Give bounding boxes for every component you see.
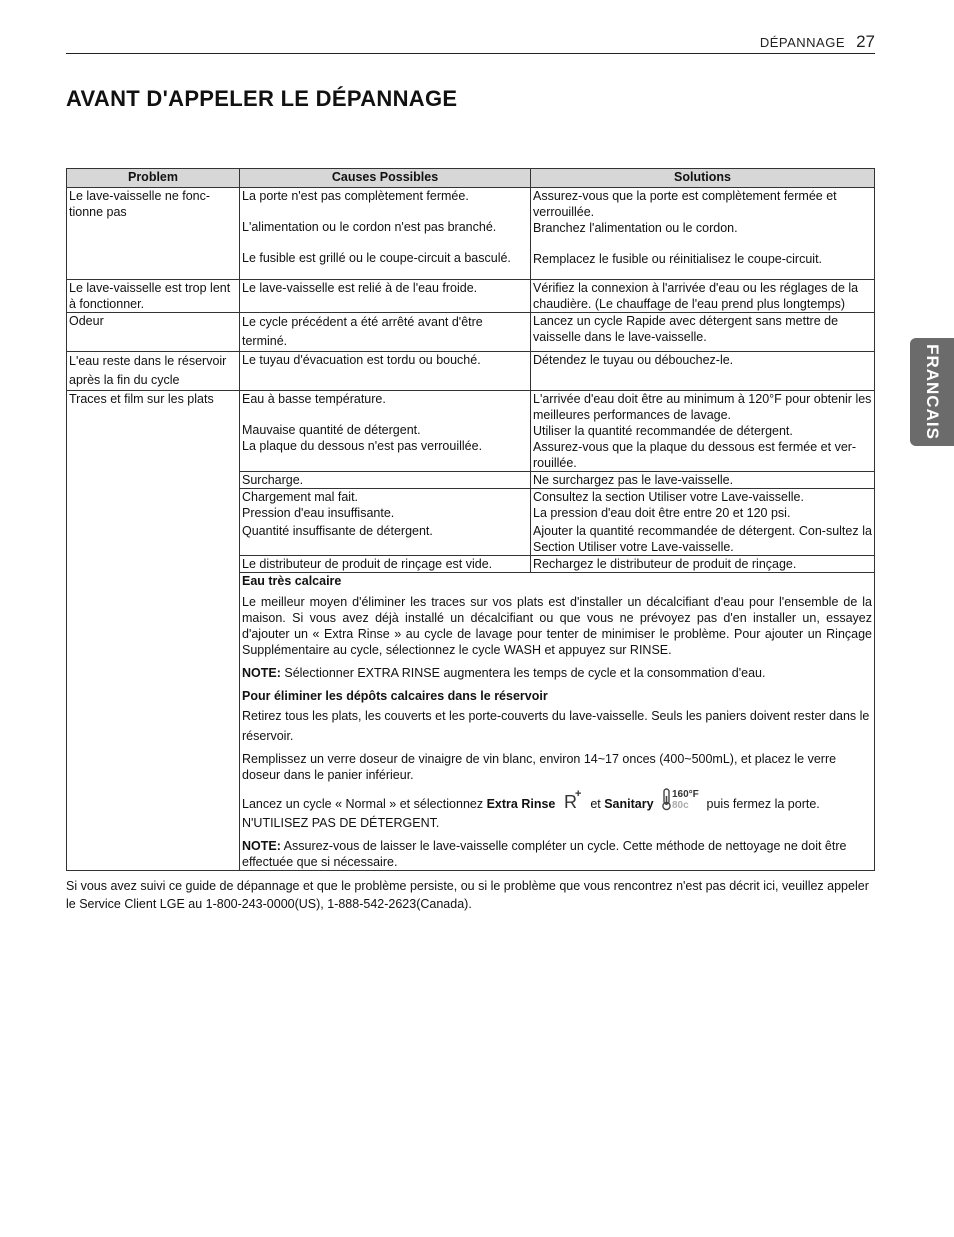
notes-paragraph: Remplissez un verre doseur de vinaigre de vin blanc, environ 14~17 onces (400~500mL), et placez le verre doseur dans le panier inférieur. bbox=[242, 752, 837, 782]
cause-text: Quantité insuffisante de détergent. bbox=[242, 524, 433, 538]
notes-paragraph: Retirez tous les plats, les couverts et les porte-couverts du lave-vaisselle. Seuls les paniers doivent rester dans le réservoir. bbox=[242, 709, 870, 743]
solution-text: Ajouter la quantité recommandée de détergent. Con-sultez la Section Utiliser votre Lave-vaisselle. bbox=[533, 524, 872, 554]
cause-text: Pression d'eau insuffisante. bbox=[242, 506, 395, 520]
causes-cell: Le distributeur de produit de rinçage est vide. bbox=[240, 556, 531, 573]
solution-text: L'arrivée d'eau doit être au minimum à 120°F pour obtenir les meilleures performances de lavage. bbox=[533, 392, 872, 422]
cause-text: Mauvaise quantité de détergent. bbox=[242, 423, 421, 437]
notes-text: puis fermez la porte. bbox=[703, 797, 820, 811]
solutions-cell: Lancez un cycle Rapide avec détergent sans mettre de vaisselle dans le lave-vaisselle. bbox=[531, 313, 875, 352]
troubleshooting-table bbox=[66, 168, 875, 871]
page-number: 27 bbox=[856, 32, 875, 51]
solution-text: Branchez l'alimentation ou le cordon. bbox=[533, 221, 738, 235]
language-side-tab bbox=[910, 338, 954, 446]
extra-rinse-label: Extra Rinse bbox=[486, 797, 556, 811]
notes-heading: Eau très calcaire bbox=[242, 574, 342, 588]
note-text: Sélectionner EXTRA RINSE augmentera les temps de cycle et la consommation d'eau. bbox=[280, 666, 766, 680]
cause-text: La plaque du dessous n'est pas verrouillée. bbox=[242, 439, 483, 453]
causes-cell: Le lave-vaisselle est relié à de l'eau froide. bbox=[240, 280, 531, 313]
notes-paragraph: Le meilleur moyen d'éliminer les traces sur vos plats est d'installer un décalcifiant d'eau pour l'ensemble de la maison. Si vous avez déjà installé un décalcifiant ou que vous ne prévoyez pas d'en installer un, essayez d'ajouter un « Extra Rinse » au cycle de lavage pour tenter de minimiser le problème. Pour ajouter un Rinçage Supplémentaire au cycle, sélectionnez le cycle WASH et appuyez sur RINSE. bbox=[242, 595, 872, 657]
column-header-solutions: Solutions bbox=[531, 169, 875, 188]
solutions-cell: Ne surchargez pas le lave-vaisselle. bbox=[531, 472, 875, 489]
extra-rinse-icon bbox=[563, 789, 583, 815]
page-title: AVANT D'APPELER LE DÉPANNAGE bbox=[66, 86, 458, 111]
sanitary-icon-fahrenheit: 160°F bbox=[672, 789, 699, 800]
cause-text: Le fusible est grillé ou le coupe-circuit a basculé. bbox=[242, 251, 511, 265]
solution-text: Remplacez le fusible ou réinitialisez le coupe-circuit. bbox=[533, 252, 823, 266]
extra-rinse-icon-letter: R bbox=[563, 792, 577, 811]
solutions-cell: Détendez le tuyau ou débouchez-le. bbox=[531, 352, 875, 391]
table-row bbox=[67, 391, 875, 472]
causes-cell: Le cycle précédent a été arrêté avant d'être terminé. bbox=[240, 313, 531, 352]
notes-heading: Pour éliminer les dépôts calcaires dans le réservoir bbox=[242, 689, 548, 703]
header-rule bbox=[66, 53, 875, 54]
solution-text: La pression d'eau doit être entre 20 et 120 psi. bbox=[533, 506, 791, 520]
cause-text: L'alimentation ou le cordon n'est pas branché. bbox=[242, 220, 497, 234]
sanitary-label: Sanitary bbox=[604, 797, 654, 811]
problem-cell: Odeur bbox=[67, 313, 240, 352]
notes-text: Lancez un cycle « Normal » et sélectionnez bbox=[242, 797, 487, 811]
note-text: Assurez-vous de laisser le lave-vaisselle compléter un cycle. Cette méthode de nettoyage ne doit être effectuée que si nécessaire. bbox=[242, 839, 847, 869]
solutions-cell bbox=[531, 489, 875, 556]
notes-note bbox=[242, 665, 872, 681]
problem-cell: Le lave-vaisselle ne fonc-tionne pas bbox=[67, 188, 240, 280]
note-label: NOTE: bbox=[242, 839, 281, 853]
note-label: NOTE: bbox=[242, 666, 281, 680]
notes-cell bbox=[240, 573, 875, 871]
extra-rinse-icon-plus: + bbox=[574, 789, 582, 800]
causes-cell: Le tuyau d'évacuation est tordu ou bouché. bbox=[240, 352, 531, 391]
footer-paragraph: Si vous avez suivi ce guide de dépannage et que le problème persiste, ou si le problème que vous rencontrez n'est pas décrit ici, veuillez appeler le Service Client LGE au 1-800-243-0000(US), 1-888-542-2623(Canada). bbox=[66, 879, 869, 911]
language-side-tab-label: FRANCAIS bbox=[923, 344, 942, 440]
problem-cell: Traces et film sur les plats bbox=[67, 391, 240, 871]
notes-paragraph-with-icons bbox=[242, 787, 872, 815]
table-header-row bbox=[67, 169, 875, 188]
solutions-cell: Rechargez le distributeur de produit de rinçage. bbox=[531, 556, 875, 573]
cause-text: Chargement mal fait. bbox=[242, 490, 359, 504]
table-row bbox=[67, 188, 875, 280]
problem-cell: Le lave-vaisselle est trop lent à fonctionner. bbox=[67, 280, 240, 313]
solution-text: Assurez-vous que la plaque du dessous est fermée et ver-rouillée. bbox=[533, 440, 857, 470]
notes-text: et bbox=[586, 797, 605, 811]
cause-text: Eau à basse température. bbox=[242, 392, 386, 406]
cause-text: La porte n'est pas complètement fermée. bbox=[242, 189, 469, 203]
table-row bbox=[67, 352, 875, 391]
problem-cell: L'eau reste dans le réservoir après la fin du cycle bbox=[67, 352, 240, 391]
sanitary-thermometer-icon bbox=[661, 787, 699, 815]
solutions-cell: Vérifiez la connexion à l'arrivée d'eau ou les réglages de la chaudière. (Le chauffage de l'eau prend plus longtemps) bbox=[531, 280, 875, 313]
column-header-problem: Problem bbox=[67, 169, 240, 188]
table-row bbox=[67, 280, 875, 313]
causes-cell bbox=[240, 188, 531, 280]
notes-paragraph: N'UTILISEZ PAS DE DÉTERGENT. bbox=[242, 816, 440, 830]
table-row bbox=[67, 313, 875, 352]
column-header-causes: Causes Possibles bbox=[240, 169, 531, 188]
header-section-label: DÉPANNAGE bbox=[759, 35, 845, 50]
solution-text: Consultez la section Utiliser votre Lave-vaisselle. bbox=[533, 490, 804, 504]
causes-cell: Surcharge. bbox=[240, 472, 531, 489]
sanitary-icon-celsius: 80c bbox=[672, 800, 689, 811]
solutions-cell bbox=[531, 188, 875, 280]
causes-cell bbox=[240, 489, 531, 556]
solution-text: Utiliser la quantité recommandée de détergent. bbox=[533, 424, 793, 438]
solution-text: Assurez-vous que la porte est complètement fermée et verrouillée. bbox=[533, 189, 837, 219]
solutions-cell bbox=[531, 391, 875, 472]
notes-note bbox=[242, 838, 872, 870]
causes-cell bbox=[240, 391, 531, 472]
